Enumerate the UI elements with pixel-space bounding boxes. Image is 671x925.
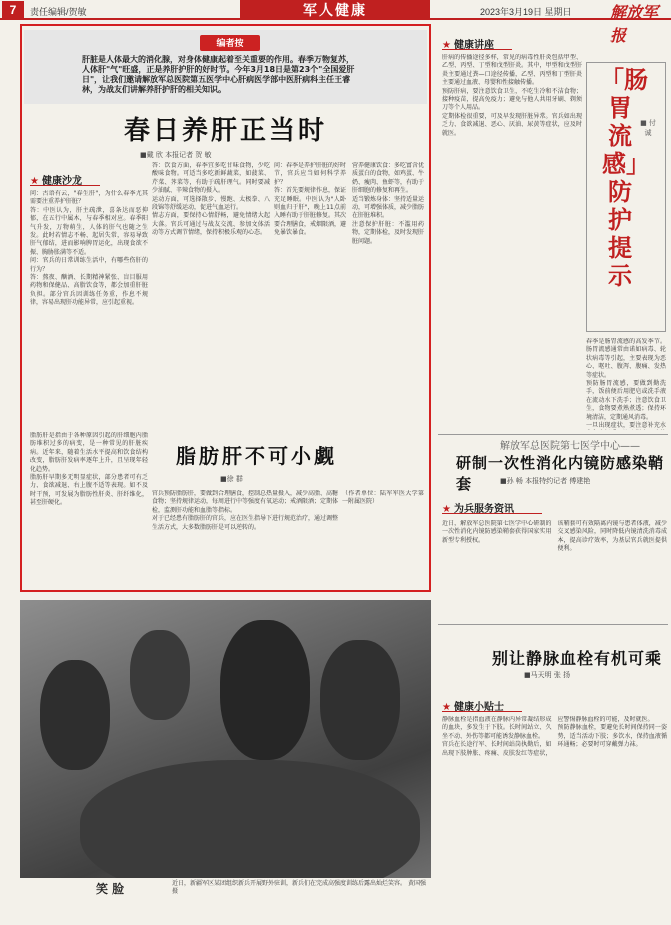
article4-byline: ■马天明 张 扬 — [524, 671, 571, 679]
paragraph: 一旦出现症状，要注意补充水 — [586, 422, 666, 430]
article3-byline: ■孙 畅 本报特约记者 傅建艳 — [500, 477, 591, 485]
sidebar-label: 健康沙龙 — [41, 176, 82, 187]
paragraph: 脂肪肝早期多无明显症状，部分患者可有乏力、食欲减退、右上腹不适等表现。如不及时干预，可发展为脂肪性肝炎、肝纤维化，甚至肝硬化。 — [30, 474, 148, 507]
editor-note-tag: 编者按 — [200, 35, 260, 51]
vertical-title: 「肠胃流感」防护提示 — [600, 65, 648, 290]
article2-col3 — [342, 490, 424, 586]
page-number: 7 — [2, 1, 24, 19]
sidebar-label: 为兵服务资讯 — [453, 504, 514, 515]
issue-date: 2023年3月19日 星期日 — [480, 7, 572, 17]
paragraph: 春季是肠胃流感的高发季节。肠胃流感通常由诺如病毒、轮状病毒等引起，主要表现为恶心、呕吐、腹泻、腹痛、发热等症状。 — [586, 338, 666, 379]
paragraph: 肝病的传播途径多样，常见的病毒性肝炎包括甲型、乙型、丙型、丁型和戊型肝炎。其中，甲型和戊型肝炎主要通过粪—口途径传播，乙型、丙型和丁型肝炎主要通过血液、母婴和性接触传播。 — [442, 54, 582, 87]
paragraph: 适当锻炼身体：坚持适量运动，可增强体质，减少脂肪在肝脏堆积。 — [352, 195, 424, 220]
article2-byline: ■徐 群 — [220, 475, 243, 483]
newspaper-logo: 解放军报 — [610, 3, 659, 45]
paragraph: 该鞘套可有效隔离内镜与患者体液，减少交叉感染风险，同时降低内镜清洗消毒成本，提高诊疗效率，为基层官兵就医提供便利。 — [557, 520, 667, 553]
photo-figure — [220, 620, 310, 760]
right-col1 — [442, 54, 582, 430]
article2-col1 — [30, 432, 148, 586]
paragraph: 问：古语有云，"春生肝"，为什么春季尤其需要注重养护肝脏？ — [30, 190, 148, 206]
editor-note-text: 肝脏是人体最大的消化腺，对身体健康起着至关重要的作用。春季万物复苏，人体肝"气"旺盛，正是养肝护肝的好时节。今年3月18日是第23个"全国爱肝日"，让我们邀请解放军总医院第五医学中心肝病医学部中医肝病科主任王睿林，为战友们讲解养肝护肝的相关知识。 — [82, 55, 355, 94]
article2-title: 脂肪肝不可小觑 — [176, 444, 337, 468]
photo-figure — [40, 660, 110, 770]
paragraph: 预防静脉血栓，要避免长时间保持同一姿势，适当活动下肢；多饮水，保持血液循环通畅；必要时可穿戴弹力袜。 — [557, 724, 667, 749]
paragraph: 营养健康饮食：多吃富含优质蛋白的食物，如鸡蛋、牛奶、瘦肉、鱼虾等，有助于肝细胞的修复和再生。 — [352, 162, 424, 195]
article1-col1 — [30, 190, 148, 428]
paragraph: 预防肝病，要注意饮食卫生，不吃生冷和不洁食物；接种疫苗，提高免疫力；避免与他人共用牙刷、剃须刀等个人用品。 — [442, 87, 582, 112]
paragraph: （作者单位：陆军军医大学第一附属医院） — [342, 490, 424, 506]
paragraph: 答：熬夜、酗酒、长期精神紧张、盲目服用药物和保健品、高脂饮食等，都会加重肝脏负担。部分官兵因训练任务重，作息不规律，容易出现肝功能异常，应引起重视。 — [30, 274, 148, 307]
paragraph: 近日，解放军总医院第七医学中心研制的一次性消化内镜防感染鞘套获得国家实用新型专利授权。 — [442, 520, 552, 544]
paragraph: 问：春季是养护肝脏的好时节，官兵应当如何科学养护？ — [274, 162, 347, 186]
paragraph: 注意保护肝脏：不滥用药物，定期体检，及时发现肝脏问题。 — [352, 220, 424, 245]
section-title: 军人健康 — [240, 0, 430, 20]
paragraph: 静脉血栓是指血液在静脉内异常凝结形成的血块，多发生于下肢。长时间站立、久坐不动、外伤等都可能诱发静脉血栓。 — [442, 716, 552, 740]
sidebar-health-lecture — [442, 36, 512, 50]
photo-figure — [320, 640, 400, 760]
article1-col3 — [274, 162, 424, 428]
paragraph: 答：饮食方面，春季宜多吃甘味食物，少吃酸味食物。可适当多吃新鲜蔬菜，如菠菜、芹菜、荠菜等，有助于疏肝理气。同时要减少油腻、辛辣食物的摄入。 — [152, 162, 270, 195]
paragraph: 预防肠胃流感，要做到勤洗手，饭前便后用肥皂或洗手液在流动水下洗手；注意饮食卫生，食物要煮熟煮透；保持环境清洁，定期通风消毒。 — [586, 380, 666, 421]
article3-title: 研制一次性消化内镜防感染鞘套 — [456, 454, 665, 493]
divider — [438, 434, 668, 435]
sidebar-health-salon — [30, 172, 100, 186]
article2-col2 — [152, 490, 338, 586]
paragraph: 对于已经患有脂肪肝的官兵，应在医生指导下进行规范治疗，通过调整生活方式，大多数脂肪肝是可以逆转的。 — [152, 515, 338, 531]
star-icon: ★ — [442, 40, 451, 51]
paragraph: 答：中医认为，肝主疏泄，喜条达而恶抑郁，在五行中属木，与春季相对应。春季阳气升发，万物萌生，人体的肝气也随之生发。此时若情志不畅、起居失常，容易导致肝气郁结，进而影响脾胃运化，出现食欲不振、胸胁胀满等不适。 — [30, 206, 148, 256]
article4-body — [442, 716, 667, 916]
right-col2 — [586, 338, 666, 430]
divider — [438, 624, 668, 625]
star-icon: ★ — [442, 702, 451, 713]
sidebar-service-news — [442, 500, 542, 514]
section-editor: 责任编辑/贺敏 — [30, 7, 87, 17]
photo-caption — [172, 880, 430, 896]
paragraph: 官兵在长途行军、长时间站岗执勤后，如出现下肢肿胀、疼痛、皮肤发红等症状，应警惕静脉血栓的可能，及时就医。 — [442, 716, 654, 757]
photo-figure — [80, 760, 420, 878]
article3-kicker: 解放军总医院第七医学中心—— — [500, 441, 640, 452]
star-icon: ★ — [442, 504, 451, 515]
paragraph: 官兵预防脂肪肝，要做到合理膳食，控制总热量摄入，减少高脂、高糖食物；坚持规律运动，每周进行中等强度有氧运动；戒酒限酒；定期体检，监测肝功能和血脂等指标。 — [152, 490, 338, 514]
article1-title: 春日养肝正当时 — [124, 116, 328, 146]
paragraph: 脂肪肝是指由于各种原因引起的肝细胞内脂肪堆积过多的病变，是一种常见的肝脏疾病。近年来，随着生活水平提高和饮食结构改变，脂肪肝发病率逐年上升，且呈现年轻化趋势。 — [30, 432, 148, 473]
article4-title: 别让静脉血栓有机可乘 — [492, 649, 663, 668]
article3-body — [442, 520, 667, 620]
paragraph: 问：官兵的日常训练生活中，有哪些伤肝的行为？ — [30, 257, 148, 273]
caption-text: 近日，新疆军区某团组织新兵开展野外驻训，新兵们在完成高强度训练后露出灿烂笑容。 — [172, 880, 407, 887]
photo-caption-title: 笑 脸 — [96, 882, 125, 896]
photo-figure — [130, 630, 190, 720]
news-photo — [20, 600, 431, 878]
article1-col2 — [152, 162, 270, 428]
sidebar-label: 健康讲座 — [453, 40, 494, 51]
photo-credit: 黄国强摄 — [172, 880, 426, 895]
paragraph: 情志方面，要保持心情舒畅，避免情绪大起大落。官兵可通过与战友交流、参加文体活动等方式调节情绪，保持积极乐观的心态。 — [152, 212, 270, 237]
article1-byline: ■戴 欣 本报记者 贺 敏 — [140, 151, 212, 159]
sidebar-label: 健康小贴士 — [453, 702, 504, 713]
vertical-byline: ■ 付 诚 — [640, 119, 656, 137]
star-icon: ★ — [30, 176, 39, 187]
sidebar-health-tips — [442, 698, 522, 712]
paragraph: 运动方面，可选择散步、慢跑、太极拳、八段锦等舒缓运动，促进气血运行。 — [152, 195, 270, 212]
paragraph: 答：首先要规律作息，保证充足睡眠。中医认为"人卧则血归于肝"，晚上11点前入睡有助于肝脏修复。其次要合理膳食，戒烟限酒，避免暴饮暴食。 — [274, 187, 347, 237]
paragraph: 定期体检很重要，可及早发现肝脏异常。官兵如出现乏力、食欲减退、恶心、厌油、尿黄等症状，应及时就医。 — [442, 112, 582, 137]
